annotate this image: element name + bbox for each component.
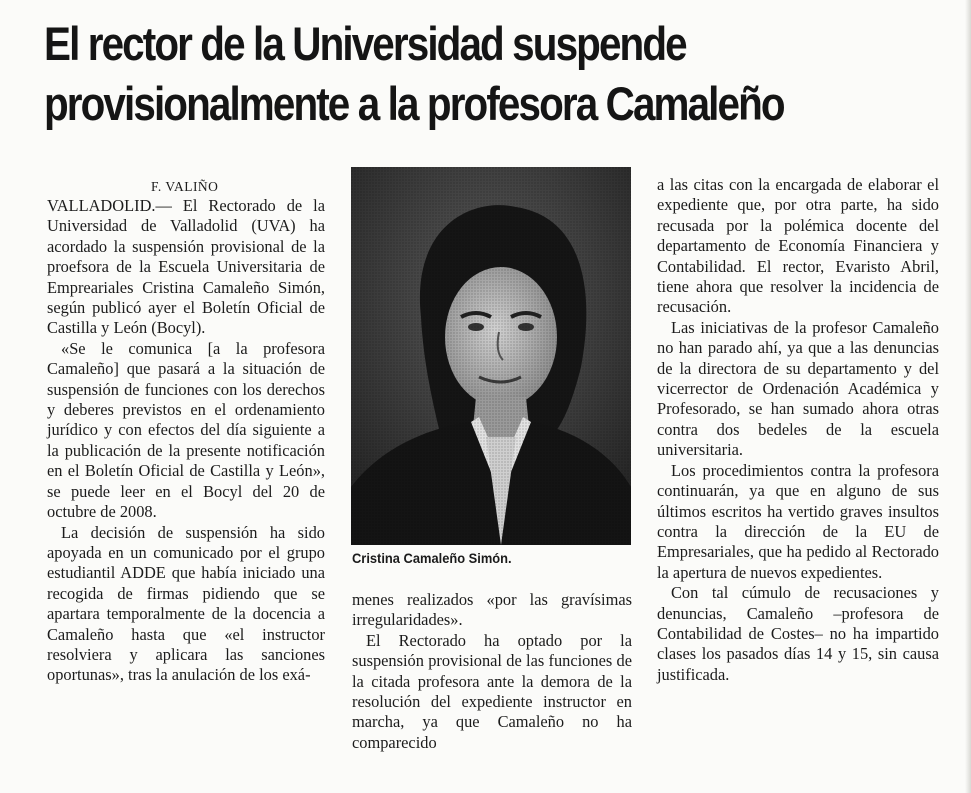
headline-line-2: provisionalmente a la profesora Camaleño (44, 77, 784, 130)
page-edge-shadow (965, 0, 971, 793)
portrait-photo (351, 167, 631, 545)
portrait-illustration (351, 167, 631, 545)
paragraph: Los procedimientos contra la profesora continuarán, ya que en alguno de sus últimos escritos ha vertido graves insultos contra la dirección de la EU de Empresariales, que ha pedido al Rectorado la apertura de nuevos expedientes. (657, 460, 939, 582)
paragraph: VALLADOLID.— El Rectorado de la Universidad de Valladolid (UVA) ha acordado la suspensión provisional de la proefsora de la Escuela Universitaria de Empreariales Cristina Camaleño Simón, según publicó ayer el Boletín Oficial de Castilla y León (Bocyl). (47, 196, 325, 338)
paragraph: Con tal cúmulo de recusaciones y denuncias, Camaleño –profesora de Contabilidad de Costes– no ha impartido clases los pasados días 14 y 15, sin causa justificada. (657, 583, 939, 684)
paragraph: menes realizados «por las gravísimas irregularidades». (352, 590, 632, 630)
paragraph: La decisión de suspensión ha sido apoyada en un comunicado por el grupo estudiantil ADDE que había iniciado una recogida de firmas pidiendo que se apartara temporalmente de la docencia a Camaleño hasta que «el instructor resolviera y aplicara las sanciones oportunas», tras la anulación de los exá- (47, 522, 325, 685)
article-column-1 (47, 178, 325, 686)
paragraph: El Rectorado ha optado por la suspensión provisional de las funciones de la citada profesora ante la demora de la resolución del expediente instructor en marcha, ya que Camaleño no ha comparecido (352, 630, 632, 752)
byline: F. VALIÑO (151, 179, 219, 194)
article-column-3 (657, 175, 939, 685)
photo-caption: Cristina Camaleño Simón. (352, 550, 512, 566)
article-column-2 (352, 590, 632, 753)
paragraph: Las iniciativas de la profesor Camaleño no han parado ahí, ya que a las denuncias de la directora de su departamento y del vicerrector de Ordenación Académica y Profesorado, se han sumado ahora otras contra dos bedeles de la escuela universitaria. (657, 317, 939, 460)
paragraph: a las citas con la encargada de elaborar el expediente que, por otra parte, ha sido recusada por la polémica docente del departamento de Economía Financiera y Contabilidad. El rector, Evaristo Abril, tiene ahora que resolver la incidencia de recusación. (657, 175, 939, 317)
headline-line-1: El rector de la Universidad suspende (44, 17, 686, 70)
headline (44, 14, 818, 134)
paragraph: «Se le comunica [a la profesora Camaleño] que pasará a la situación de suspensión de funciones con los derechos y deberes previstos en el ordenamiento jurídico y con efectos del día siguiente a la publicación de la presente notificación en el Boletín Oficial de Castilla y León», se puede leer en el Bocyl del 20 de octubre de 2008. (47, 338, 325, 522)
